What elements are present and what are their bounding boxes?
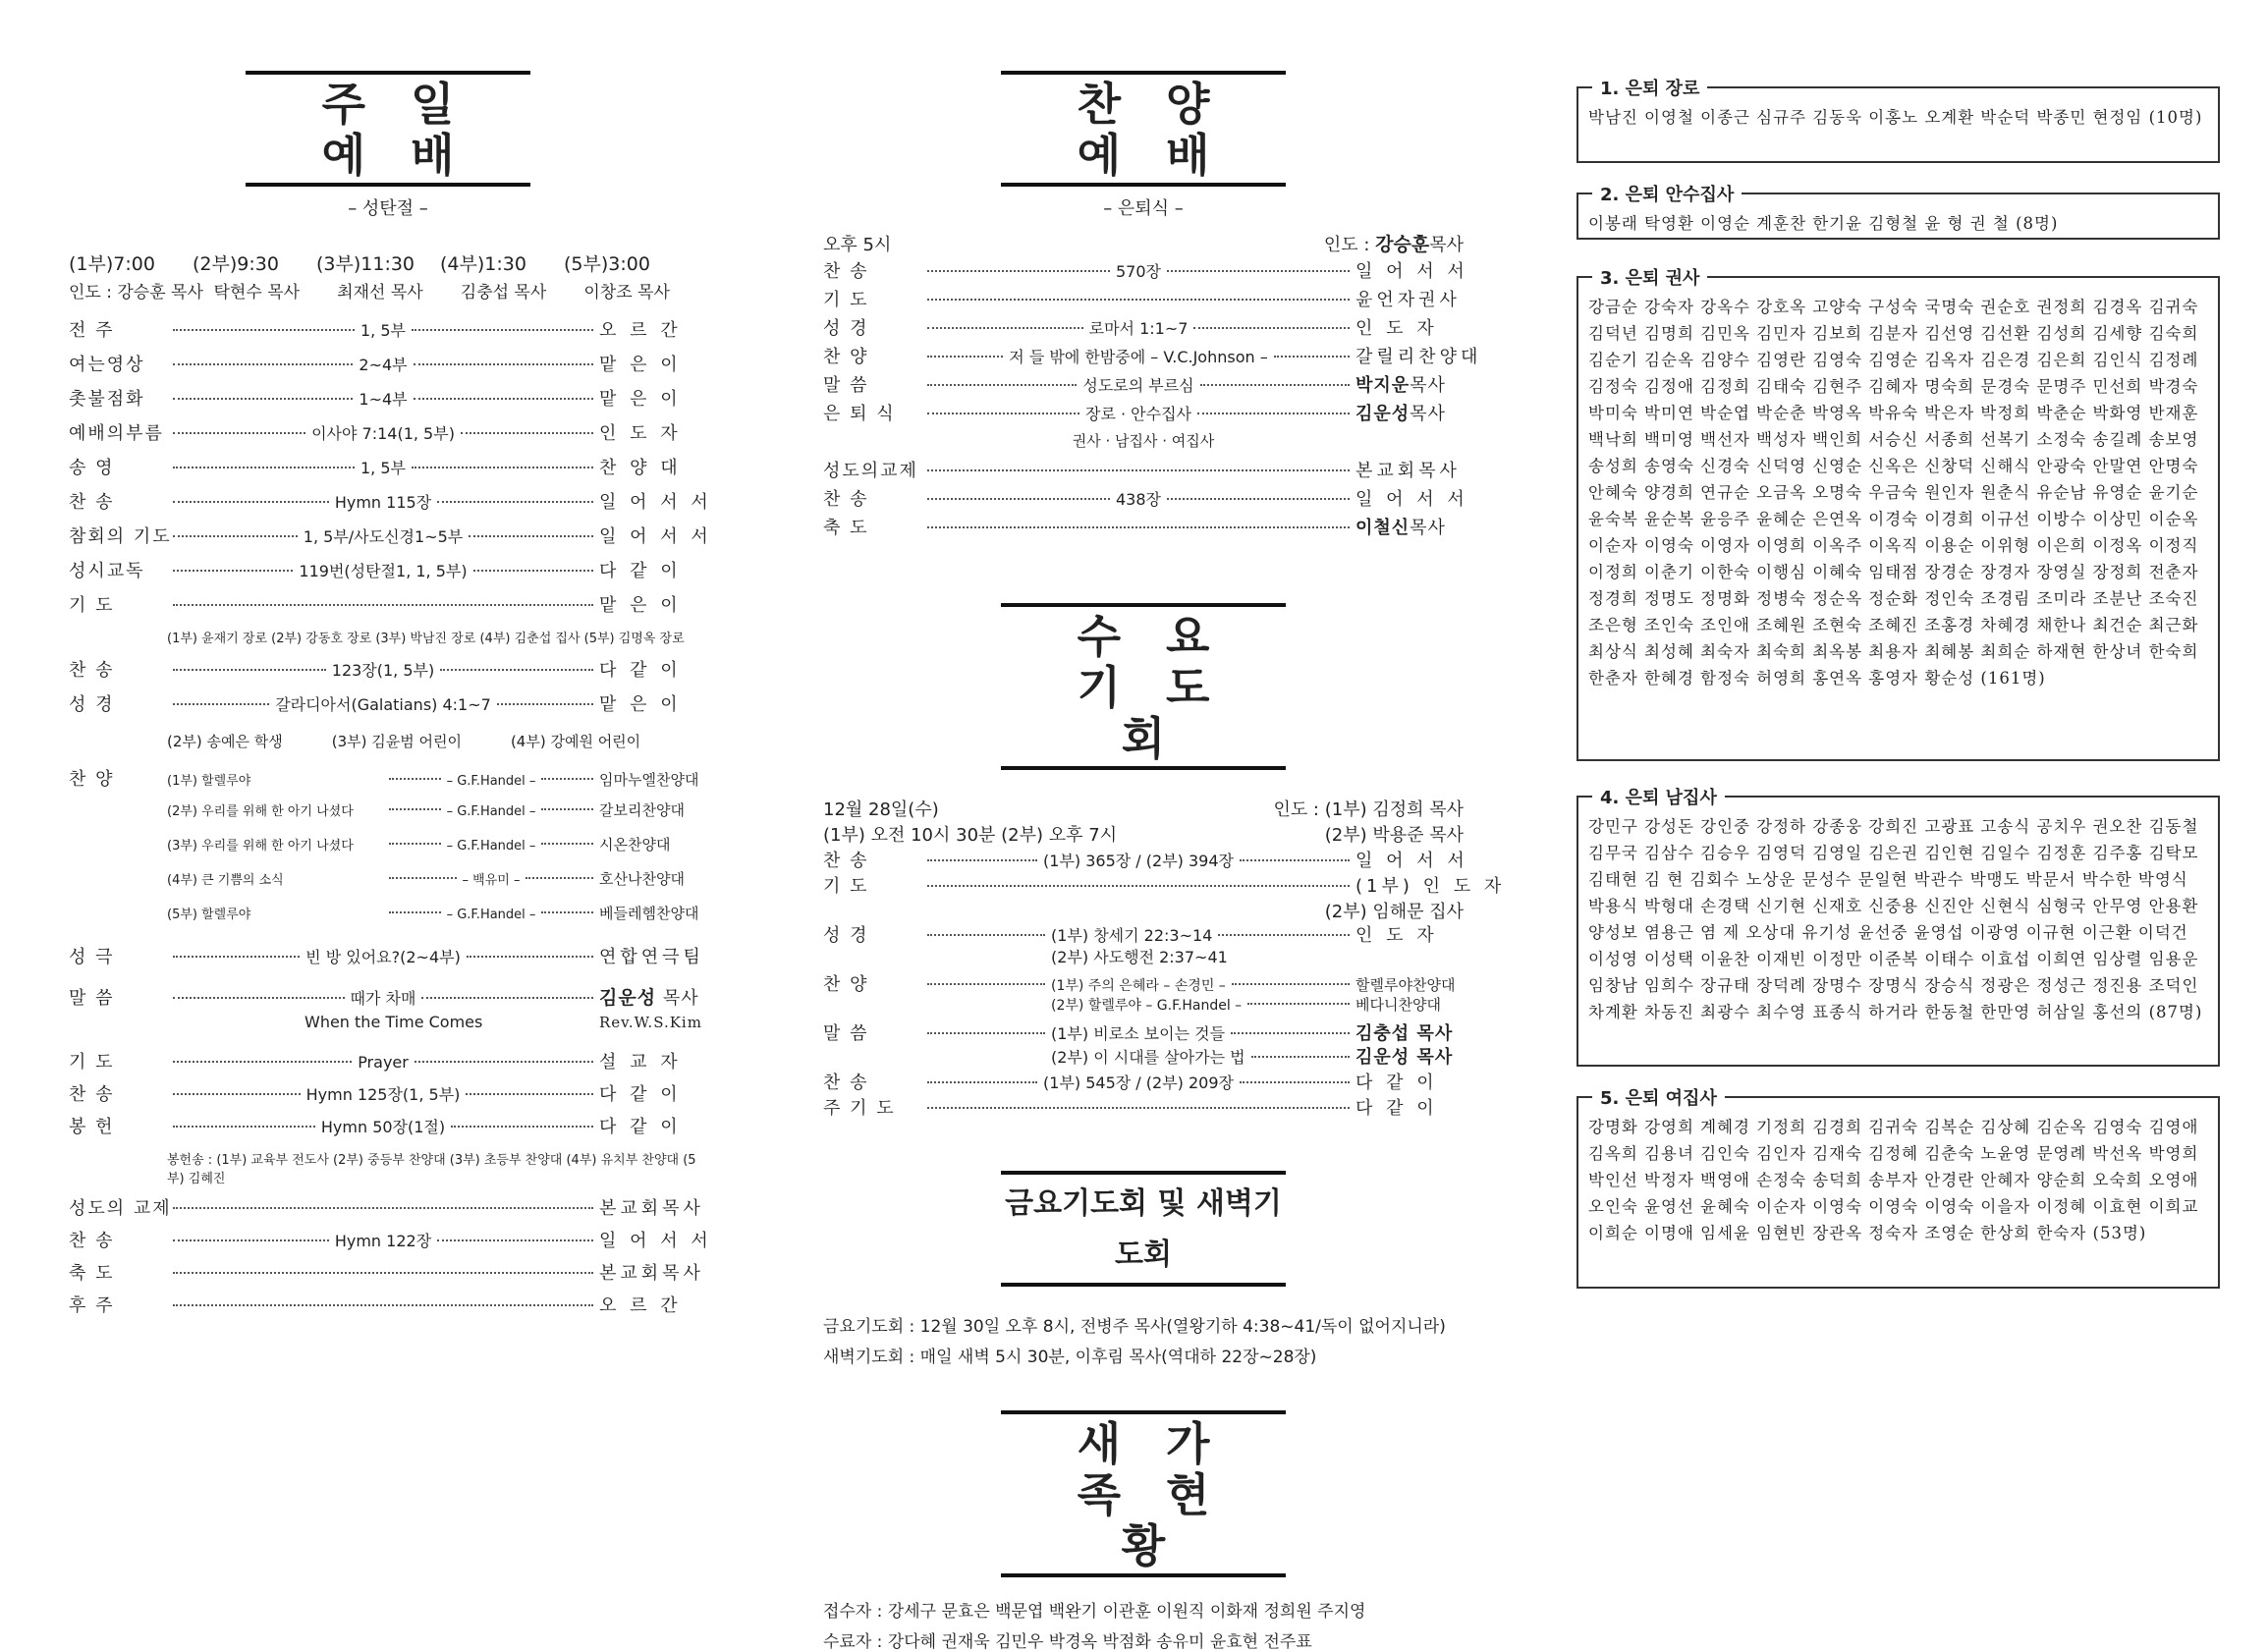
choir-name: 시온찬양대 (599, 836, 671, 854)
order-label: 여는영상 (69, 355, 145, 375)
sunday-title: 주일예배 (246, 71, 530, 187)
time-2: (2부)9:30 (193, 253, 279, 275)
choir-composer: – 백유미 – (462, 873, 521, 888)
reader-2: (3부) 김윤범 어린이 (331, 733, 462, 750)
order-row (69, 488, 712, 523)
retire-note: 권사 · 남집사 · 여집사 (1072, 432, 1215, 450)
choir-piece: (1부) 할렐루야 (167, 774, 251, 789)
time-1: (1부)7:00 (69, 253, 155, 275)
family-title: 새가족현황 (1001, 1410, 1286, 1577)
completers: 수료자 : 강다혜 권재욱 김민우 박경옥 박점화 송유미 윤효현 전주표 (823, 1632, 1312, 1652)
retiree-box-male-deacons: 강민구 강성돈 강인중 강정하 강종웅 강희진 고광표 고송식 공치우 권오찬 김동철 김무국 김삼수 김승우 김영덕 김영일 김은권 김인현 김일수 김정훈 김주홍 김탁모 김태현 김 현 김회수 노상운 문성수 문일현 박관수 박맹도 박문서 박수한 박영식 박용식 박형대 손경택 신기현 신재호 신중용 신진안 신현식 심형국 안무영 안용환 양성보 염용근 염 제 오상대 유기성 윤선중 윤영섭 이광영 이규현 이근환 이덕건 이성영 이성택 이윤찬 이재빈 이정만 이준복 이태수 이효섭 이희연 임상렬 임용운 임창남 임희수 장규태 장덕례 장명수 장명식 장승식 정광은 정성근 정진용 조덕인 차계환 차동진 최광수 최수영 표종식 하거라 한동철 한만영 허삼일 홍선의 (87명) 4. 은퇴 남집사 (1577, 796, 2220, 1067)
choir-row (69, 868, 707, 903)
order-label: 예배의부름 (69, 423, 164, 444)
order-content: 빈 방 있어요?(2~4부) (305, 948, 461, 966)
order-person: 설 교 자 (599, 1052, 682, 1073)
order-person: 다 같 이 (1355, 1098, 1438, 1119)
order-row (69, 1113, 707, 1145)
order-row (823, 371, 1464, 400)
leader-5: 이창조 목사 (583, 283, 670, 303)
order-row (69, 385, 707, 419)
retiree-box-elders: 박남진 이영철 이종근 심규주 김동욱 이홍노 오계환 박순덕 박종민 현정임 (10명) 1. 은퇴 장로 (1577, 86, 2220, 163)
time-4: (4부)1:30 (440, 253, 526, 275)
choir-row: 찬 양 (1부) 할렐루야 – G.F.Handel – 임마누엘찬양대 (69, 765, 707, 799)
order-row (69, 419, 707, 454)
order-person: 맡 은 이 (599, 694, 682, 715)
retiree-box-kwonsa: 강금순 강숙자 강옥수 강호옥 고양숙 구성숙 국명숙 권순호 권정희 김경옥 김귀숙 김덕년 김명희 김민옥 김민자 김보희 김분자 김선영 김선환 김성희 김세향 김숙희 김순기 김순옥 김양수 김영란 김영숙 김영순 김옥자 김은경 김은희 김인식 김정례 김정숙 김정애 김정희 김태숙 김현주 김혜자 명숙희 문경숙 문명주 민선희 박경숙 박미숙 박미연 박순엽 박순춘 박영옥 박유숙 박은자 박정희 박춘순 박화영 반재훈 백낙희 백미영 백선자 백성자 백인희 서승신 서종희 선복기 소정숙 송길례 송보영 송성희 송영숙 신경숙 신덕영 신영순 신옥은 신창덕 신해식 안광숙 안말연 안명숙 안혜숙 양경희 연규순 오금옥 오명숙 우금숙 원인자 원춘식 유순남 유영순 윤기순 윤숙복 윤순복 윤응주 윤혜순 은연옥 이경숙 이경희 이규선 이방수 이상민 이순옥 이순자 이영숙 이영자 이영희 이옥주 이옥직 이용순 이위형 이은희 이정옥 이정직 이정희 이춘기 이한숙 이행심 이혜숙 임태점 장경순 장경자 장영실 장정희 전춘자 정경희 정명도 정명화 정병숙 정순옥 정순화 정인숙 조경림 조미라 조분난 조숙진 조은형 조인숙 조인애 조혜원 조현숙 조혜진 조홍경 차혜경 채한나 최건순 최근화 최상식 최성혜 최숙자 최숙희 최옥봉 최용자 최혜봉 최희순 하재현 한상녀 한숙희 한춘자 한혜경 함정숙 허영희 홍연옥 홍영자 황순성 (161명) 3. 은퇴 권사 (1577, 276, 2220, 761)
order-row (823, 314, 1464, 343)
leader-3: 최재선 목사 (337, 283, 423, 303)
time-5: (5부)3:00 (564, 253, 650, 275)
order-list-4 (69, 1048, 707, 1145)
choir-piece: (5부) 할렐루야 (167, 908, 251, 922)
order-label: 전 주 (69, 320, 115, 341)
friday-title: 금요기도회 및 새벽기도회 (1001, 1171, 1286, 1287)
order-row (69, 690, 707, 725)
order-person: 갈릴리찬양대 (1355, 347, 1482, 367)
order-label: 성 경 (69, 694, 115, 715)
order-row (823, 872, 1506, 898)
praise-title: 찬양예배 (1001, 71, 1286, 187)
order-label: 성도의 교제 (69, 1198, 172, 1219)
order-label: 찬 송 (823, 1073, 869, 1093)
order-person: 본교회목사 (599, 1263, 704, 1284)
wed-sermon-1: 말 씀 (1부) 비로소 보이는 것들 김충섭 목사 (823, 1023, 1454, 1044)
order-person: 오 르 간 (599, 1295, 682, 1316)
wed-choir-2: (2부) 할렐루야 – G.F.Handel – 베다니찬양대 (1051, 996, 1441, 1014)
order-person: 일 어 서 서 (599, 526, 712, 547)
order-person: 다 같 이 (1355, 1073, 1438, 1093)
praise-leader: 강승훈 (1375, 234, 1430, 255)
order-list-3 (69, 943, 707, 977)
sermon-title: 때가 차매 (350, 989, 416, 1008)
choir-name: 호산나찬양대 (599, 870, 685, 888)
order-person: 인 도 자 (599, 423, 682, 444)
wed-prayer-2: (2부) 임해문 집사 (1324, 902, 1464, 922)
order-content: 1, 5부 (360, 321, 406, 340)
order-row (823, 1094, 1464, 1120)
wed-order (823, 847, 1506, 898)
praise-time: 오후 5시 (823, 235, 892, 255)
leader-2: 탁현수 목사 (213, 283, 301, 303)
order-person: 맡 은 이 (599, 355, 682, 375)
middle-column: 찬양예배 – 은퇴식 – 오후 5시 인도 : 강승훈 목사 찬 송 570장 일 어 서 서 기 도 윤언자권사 성 경 로마서 1:1~7 인 도 자 찬 양 저 들 밖에 한밤중에 – V.C.Johnson – 갈릴리찬양대 말 씀 성도로의 부르심 박지운목사 은 퇴 식 장로 · 안수집사 김운성목사 권사 · 남집사 · 여집사 성도의교제 본교회목사 찬 송 438장 일 어 서 서 축 도 이철신목사 수요기도회 12월 28일(수) 인도 : (1부) 김정희 목사 (1부) 오전 10시 30분 (2부) 오후 7시 (2부) 박용준 목사 찬 송 (1부) 365장 / (2부) 394장 일 어 서 서 기 도 (1부) 인 도 자 (2부) 임해문 집사 성 경 (1부) 창세기 22:3~14 인 도 자 (2부) 사도행전 2:37~41 찬 양 (1부) 주의 은혜라 – 손경민 – 할렐루야찬양대 (2부) 할렐루야 – G.F.Handel – 베다니찬양대 말 씀 (1부) 비로소 보이는 것들 김충섭 목사 (2부) 이 시대를 살아가는 법 김운성 목사 찬 송 (1부) 545장 / (2부) 209장 다 같 이 주 기 도 다 같 이 금요기도회 및 새벽기도회 금요기도회 : 12월 30일 오후 8시, 전병주 목사(열왕기하 4:38~41/독이 없어지니라) 새벽기도회 : 매일 새벽 5시 30분, 이후림 목사(역대하 22장~28장) 새가족현황 접수자 : 강세구 문효은 백문엽 백완기 이관훈 이원직 이화재 정희원 주지영 수료자 : 강다혜 권재욱 김민우 박경옥 박점화 송유미 윤효현 전주표 (823, 0, 1464, 1652)
order-content: 123장(1, 5부) (331, 661, 435, 680)
retiree-box-female-deacons: 강명화 강영희 계혜경 기정희 김경희 김귀숙 김복순 김상혜 김순옥 김영숙 김영애 김옥희 김용녀 김인숙 김인자 김재숙 김정혜 김춘숙 노윤영 문영례 박선옥 박영희 박인선 박정자 백영애 손정숙 송덕희 송부자 안경란 안혜자 양순희 오숙희 오영애 오인숙 윤영선 윤혜숙 이순자 이영숙 이영숙 이영숙 이을자 이정혜 이효현 이희교 이희순 이명애 임세윤 임현빈 장관옥 정숙자 조영순 한상희 한숙자 (53명) 5. 은퇴 여집사 (1577, 1096, 2220, 1289)
wednesday-title: 수요기도회 (1001, 603, 1286, 770)
order-content: 2~4부 (359, 356, 408, 374)
choir-composer: – G.F.Handel – (446, 908, 536, 922)
order-person: (1부) 인 도 자 (1355, 876, 1506, 897)
choir-composer: – G.F.Handel – (446, 774, 536, 789)
time-3: (3부)11:30 (316, 253, 415, 275)
order-label: 기 도 (69, 595, 115, 616)
order-content: 1, 5부/사도신경1~5부 (303, 527, 464, 546)
receivers: 접수자 : 강세구 문효은 백문엽 백완기 이관훈 이원직 이화재 정희원 주지영 (823, 1602, 1366, 1622)
order-row (69, 1194, 707, 1227)
order-person: 일 어 서 서 (599, 492, 712, 513)
order-row (69, 1080, 707, 1113)
order-row (69, 454, 707, 488)
order-person: 박지운목사 (1355, 375, 1446, 396)
order-row (69, 1048, 707, 1080)
order-person: 오 르 간 (599, 320, 682, 341)
order-row (69, 656, 707, 690)
order-row (823, 400, 1464, 428)
order-person: 김운성목사 (1355, 404, 1446, 424)
order-person: 일 어 서 서 (599, 1231, 712, 1251)
praise-order-2 (823, 457, 1468, 542)
order-content: Hymn 122장 (334, 1232, 432, 1250)
order-label: 찬 송 (69, 660, 115, 681)
order-content: 438장 (1116, 490, 1161, 509)
order-row (69, 557, 707, 591)
wed-order-2 (823, 1069, 1464, 1120)
order-label: 축 도 (823, 518, 869, 538)
order-row (823, 457, 1464, 485)
order-label: 주 기 도 (823, 1098, 896, 1119)
order-row (69, 316, 707, 351)
order-content: 장로 · 안수집사 (1085, 405, 1191, 423)
order-content: 1~4부 (359, 390, 408, 409)
order-person: 일 어 서 서 (1355, 489, 1468, 510)
reader-1: (2부) 송예은 학생 (167, 733, 283, 750)
order-content: (1부) 545장 / (2부) 209장 (1043, 1074, 1234, 1092)
offering-note: 봉헌송 : (1부) 교육부 전도사 (2부) 중등부 찬양대 (3부) 초등부 찬양대 (4부) 유치부 찬양대 (5부) 김혜진 (167, 1153, 696, 1186)
choir-piece: (4부) 큰 기쁨의 소식 (167, 873, 284, 888)
dawn-line: 새벽기도회 : 매일 새벽 5시 30분, 이후림 목사(역대하 22장~28장) (823, 1348, 1317, 1367)
order-label: 참회의 기도 (69, 526, 172, 547)
wed-choir-1: 찬 양 (1부) 주의 은혜라 – 손경민 – 할렐루야찬양대 (823, 974, 1456, 995)
order-list-2 (69, 656, 707, 725)
choir-composer: – G.F.Handel – (446, 804, 536, 819)
order-content: Hymn 115장 (334, 493, 432, 512)
order-label: 기 도 (69, 1052, 115, 1073)
sunday-subtitle: – 성탄절 – (348, 198, 428, 219)
choir-row (69, 903, 707, 937)
order-row (69, 351, 707, 385)
service-leaders (69, 278, 707, 303)
order-row (823, 286, 1464, 314)
order-row (823, 514, 1464, 542)
order-person: 본교회목사 (1355, 461, 1461, 481)
order-label: 찬 송 (823, 851, 869, 871)
order-content: Hymn 50장(1절) (320, 1118, 446, 1136)
order-row (69, 943, 707, 977)
order-label: 찬 송 (69, 1084, 115, 1105)
order-label: 성 극 (69, 947, 115, 967)
order-label: 은 퇴 식 (823, 404, 896, 424)
choir-row (69, 799, 707, 834)
order-label: 찬 양 (823, 347, 869, 367)
sermon-en-row (69, 1013, 707, 1036)
order-row (823, 847, 1468, 872)
order-row (823, 1069, 1464, 1094)
wed-scripture: 성 경 (1부) 창세기 22:3~14 인 도 자 (823, 925, 1438, 946)
order-content: Prayer (358, 1053, 409, 1072)
order-label: 기 도 (823, 290, 869, 310)
order-person: 본교회목사 (599, 1198, 704, 1219)
choir-row (69, 834, 707, 868)
order-label: 찬 송 (823, 489, 869, 510)
sermon-row: 말 씀 때가 차매 김운성 목사 (69, 987, 699, 1009)
order-person: 찬 양 대 (599, 458, 682, 478)
order-row (823, 257, 1468, 286)
order-content: 119번(성탄절1, 1, 5부) (299, 562, 468, 580)
order-list (69, 316, 712, 626)
wed-sermon-2: (2부) 이 시대를 살아가는 법 김운성 목사 (1051, 1047, 1454, 1068)
service-times (69, 249, 707, 276)
leader-1: 인도 : 강승훈 목사 (69, 283, 203, 303)
order-person: 일 어 서 서 (1355, 261, 1468, 282)
order-label: 성 경 (823, 318, 869, 339)
order-person: 다 같 이 (599, 1084, 682, 1105)
preacher: 김운성 (599, 987, 657, 1009)
order-person: 맡 은 이 (599, 389, 682, 410)
reader-list (167, 731, 707, 751)
choir-composer: – G.F.Handel – (446, 839, 536, 854)
choir-list (69, 765, 707, 937)
order-row (69, 1259, 707, 1292)
order-person: 이철신목사 (1355, 518, 1446, 538)
order-person: 맡 은 이 (599, 595, 682, 616)
sermon-title-en: When the Time Comes (304, 1013, 483, 1031)
praise-order (823, 257, 1482, 428)
order-content: (1부) 365장 / (2부) 394장 (1043, 852, 1234, 870)
reader-3: (4부) 강예원 어린이 (510, 733, 641, 750)
choir-name: 베들레헴찬양대 (599, 905, 699, 922)
order-label: 말 씀 (823, 375, 869, 396)
choir-piece: (2부) 우리를 위해 한 아기 나셨다 (167, 804, 354, 819)
prayer-note: (1부) 윤재기 장로 (2부) 강동호 장로 (3부) 박남진 장로 (4부) 김춘섭 집사 (5부) 김명옥 장로 (167, 632, 685, 646)
wed-header-2: (1부) 오전 10시 30분 (2부) 오후 7시 (2부) 박용준 목사 (823, 825, 1464, 846)
order-content: Hymn 125장(1, 5부) (305, 1085, 461, 1104)
order-list-5 (69, 1194, 712, 1324)
order-label: 축 도 (69, 1263, 115, 1284)
order-label: 기 도 (823, 876, 869, 897)
order-person: 다 같 이 (599, 660, 682, 681)
order-row (823, 485, 1468, 514)
order-person: 인 도 자 (1355, 318, 1438, 339)
order-content: 성도로의 부르심 (1082, 376, 1194, 395)
retiree-box-deacons: 이봉래 탁영환 이영순 계훈찬 한기윤 김형철 윤 형 권 철 (8명) 2. 은퇴 안수집사 (1577, 193, 2220, 240)
order-label: 촛불점화 (69, 389, 145, 410)
order-content: 로마서 1:1~7 (1088, 319, 1189, 338)
order-row (823, 343, 1482, 371)
order-content: 갈라디아서(Galatians) 4:1~7 (275, 695, 491, 714)
choir-name: 임마누엘찬양대 (599, 771, 699, 789)
order-person: 다 같 이 (599, 561, 682, 581)
order-person: 일 어 서 서 (1355, 851, 1468, 871)
order-content: 이사야 7:14(1, 5부) (311, 424, 455, 443)
order-person: 윤언자권사 (1355, 290, 1461, 310)
leader-4: 김충섭 목사 (460, 283, 547, 303)
order-content: 1, 5부 (360, 459, 406, 477)
order-label: 송 영 (69, 458, 115, 478)
order-label: 성시교독 (69, 561, 145, 581)
order-label: 찬 송 (823, 261, 869, 282)
order-row (69, 1227, 712, 1259)
sunday-service-column (69, 0, 712, 1324)
praise-subtitle: – 은퇴식 – (1103, 198, 1184, 219)
order-content: 570장 (1116, 262, 1161, 281)
order-row (69, 591, 707, 626)
order-label: 찬 송 (69, 1231, 115, 1251)
order-row (69, 523, 712, 557)
friday-line: 금요기도회 : 12월 30일 오후 8시, 전병주 목사(열왕기하 4:38~41/독이 없어지니라) (823, 1317, 1446, 1337)
praise-header: 오후 5시 인도 : 강승훈 목사 (823, 230, 1464, 257)
wed-header-1: 12월 28일(수) 인도 : (1부) 김정희 목사 (823, 799, 1464, 820)
order-label: 성도의교제 (823, 461, 918, 481)
choir-piece: (3부) 우리를 위해 한 아기 나셨다 (167, 839, 354, 854)
preacher-en: Rev.W.S.Kim (599, 1014, 702, 1031)
order-person: 다 같 이 (599, 1117, 682, 1137)
order-label: 봉 헌 (69, 1117, 115, 1137)
order-label: 후 주 (69, 1295, 115, 1316)
order-row (69, 1292, 707, 1324)
order-label: 찬 송 (69, 492, 115, 513)
order-person: 연합연극팀 (599, 947, 704, 967)
choir-name: 갈보리찬양대 (599, 801, 685, 819)
order-content: 저 들 밖에 한밤중에 – V.C.Johnson – (1009, 348, 1268, 366)
